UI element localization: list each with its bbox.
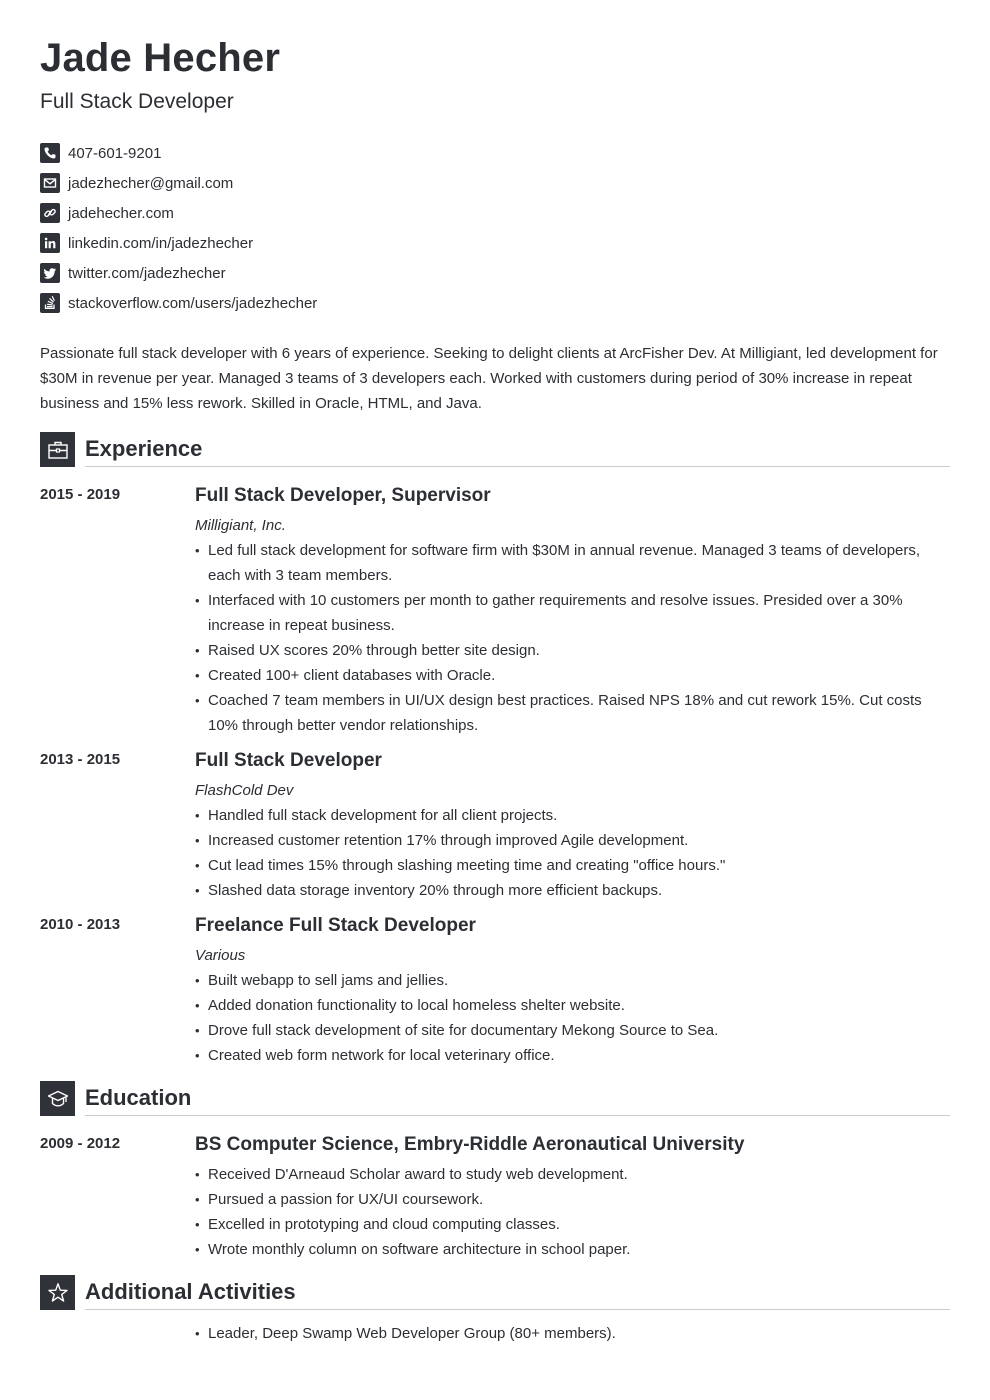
list-item: • Built webapp to sell jams and jellies. xyxy=(195,968,935,993)
activities-section-header xyxy=(40,1275,950,1311)
experience-section-header xyxy=(40,432,950,468)
list-item: • Increased customer retention 17% through improved Agile development. xyxy=(195,828,935,853)
education-bullets xyxy=(195,1162,935,1262)
job-bullets xyxy=(195,803,935,903)
job-bullets xyxy=(195,538,935,738)
job-bullets xyxy=(195,968,935,1068)
list-item: • Created 100+ client databases with Oracle. xyxy=(195,663,935,688)
job-title: Full Stack Developer, Supervisor xyxy=(195,485,491,506)
twitter-icon xyxy=(40,263,60,283)
contact-stackoverflow xyxy=(40,288,317,318)
list-item: • Interfaced with 10 customers per month to gather requirements and resolve issues. Presided over a 30% increase in repeat business. xyxy=(195,588,935,638)
job-details xyxy=(195,914,935,1068)
list-item: • Added donation functionality to local homeless shelter website. xyxy=(195,993,935,1018)
linkedin-icon xyxy=(40,233,60,253)
list-item: • Cut lead times 15% through slashing meeting time and creating "office hours." xyxy=(195,853,935,878)
education-divider xyxy=(85,1115,950,1116)
contact-website xyxy=(40,198,317,228)
candidate-title: Full Stack Developer xyxy=(40,90,234,113)
list-item: • Created web form network for local veterinary office. xyxy=(195,1043,935,1068)
list-item: • Wrote monthly column on software architecture in school paper. xyxy=(195,1237,935,1262)
list-item: • Leader, Deep Swamp Web Developer Group (80+ members). xyxy=(195,1321,935,1346)
education-section-header xyxy=(40,1081,950,1117)
job-dates: 2010 - 2013 xyxy=(40,916,121,933)
contact-list xyxy=(40,138,317,318)
contact-stackoverflow-text[interactable]: stackoverflow.com/users/jadezhecher xyxy=(68,294,318,312)
list-item: • Coached 7 team members in UI/UX design best practices. Raised NPS 18% and cut rework 15%. Cut costs 10% through better vendor relationships. xyxy=(195,688,935,738)
experience-heading: Experience xyxy=(85,436,203,461)
contact-email xyxy=(40,168,317,198)
list-item: • Slashed data storage inventory 20% through more efficient backups. xyxy=(195,878,935,903)
phone-icon xyxy=(40,143,60,163)
list-item: • Handled full stack development for all client projects. xyxy=(195,803,935,828)
contact-twitter xyxy=(40,258,317,288)
job-company: FlashCold Dev xyxy=(195,782,294,799)
degree-title: BS Computer Science, Embry-Riddle Aeronautical University xyxy=(195,1134,745,1155)
contact-email-text[interactable]: jadezhecher@gmail.com xyxy=(68,174,234,192)
job-title: Freelance Full Stack Developer xyxy=(195,915,476,936)
job-details xyxy=(195,484,935,738)
education-dates: 2009 - 2012 xyxy=(40,1135,121,1152)
activities-divider xyxy=(85,1309,950,1310)
contact-website-text[interactable]: jadehecher.com xyxy=(68,204,174,222)
activities-bullets xyxy=(195,1321,935,1346)
job-details xyxy=(195,749,935,903)
list-item: • Drove full stack development of site for documentary Mekong Source to Sea. xyxy=(195,1018,935,1043)
star-icon xyxy=(40,1275,75,1310)
experience-divider xyxy=(85,466,950,467)
list-item: • Led full stack development for software firm with $30M in annual revenue. Managed 3 teams of developers, each with 3 team members. xyxy=(195,538,935,588)
contact-phone-text[interactable]: 407-601-9201 xyxy=(68,144,162,162)
job-company: Milligiant, Inc. xyxy=(195,517,286,534)
job-dates: 2013 - 2015 xyxy=(40,751,121,768)
contact-linkedin-text[interactable]: linkedin.com/in/jadezhecher xyxy=(68,234,254,252)
activities-details xyxy=(195,1321,935,1346)
job-company: Various xyxy=(195,947,246,964)
briefcase-icon xyxy=(40,432,75,467)
contact-phone xyxy=(40,138,317,168)
education-heading: Education xyxy=(85,1085,192,1110)
list-item: • Pursued a passion for UX/UI coursework. xyxy=(195,1187,935,1212)
link-icon xyxy=(40,203,60,223)
stackoverflow-icon xyxy=(40,293,60,313)
activities-heading: Additional Activities xyxy=(85,1279,296,1304)
list-item: • Excelled in prototyping and cloud computing classes. xyxy=(195,1212,935,1237)
summary-paragraph: Passionate full stack developer with 6 years of experience. Seeking to delight clients at ArcFisher Dev. At Milligiant, led development for $30M in revenue per year. Managed 3 teams of 3 developers each. Worked with customers during period of 30% increase in repeat business and 15% less rework. Skilled in Oracle, HTML, and Java. xyxy=(40,345,938,412)
contact-twitter-text[interactable]: twitter.com/jadezhecher xyxy=(68,264,226,282)
email-icon xyxy=(40,173,60,193)
list-item: • Raised UX scores 20% through better site design. xyxy=(195,638,935,663)
job-title: Full Stack Developer xyxy=(195,750,382,771)
list-item: • Received D'Arneaud Scholar award to study web development. xyxy=(195,1162,935,1187)
job-dates: 2015 - 2019 xyxy=(40,486,121,503)
education-details xyxy=(195,1133,935,1262)
contact-linkedin xyxy=(40,228,317,258)
graduation-cap-icon xyxy=(40,1081,75,1116)
candidate-name: Jade Hecher xyxy=(40,36,281,80)
